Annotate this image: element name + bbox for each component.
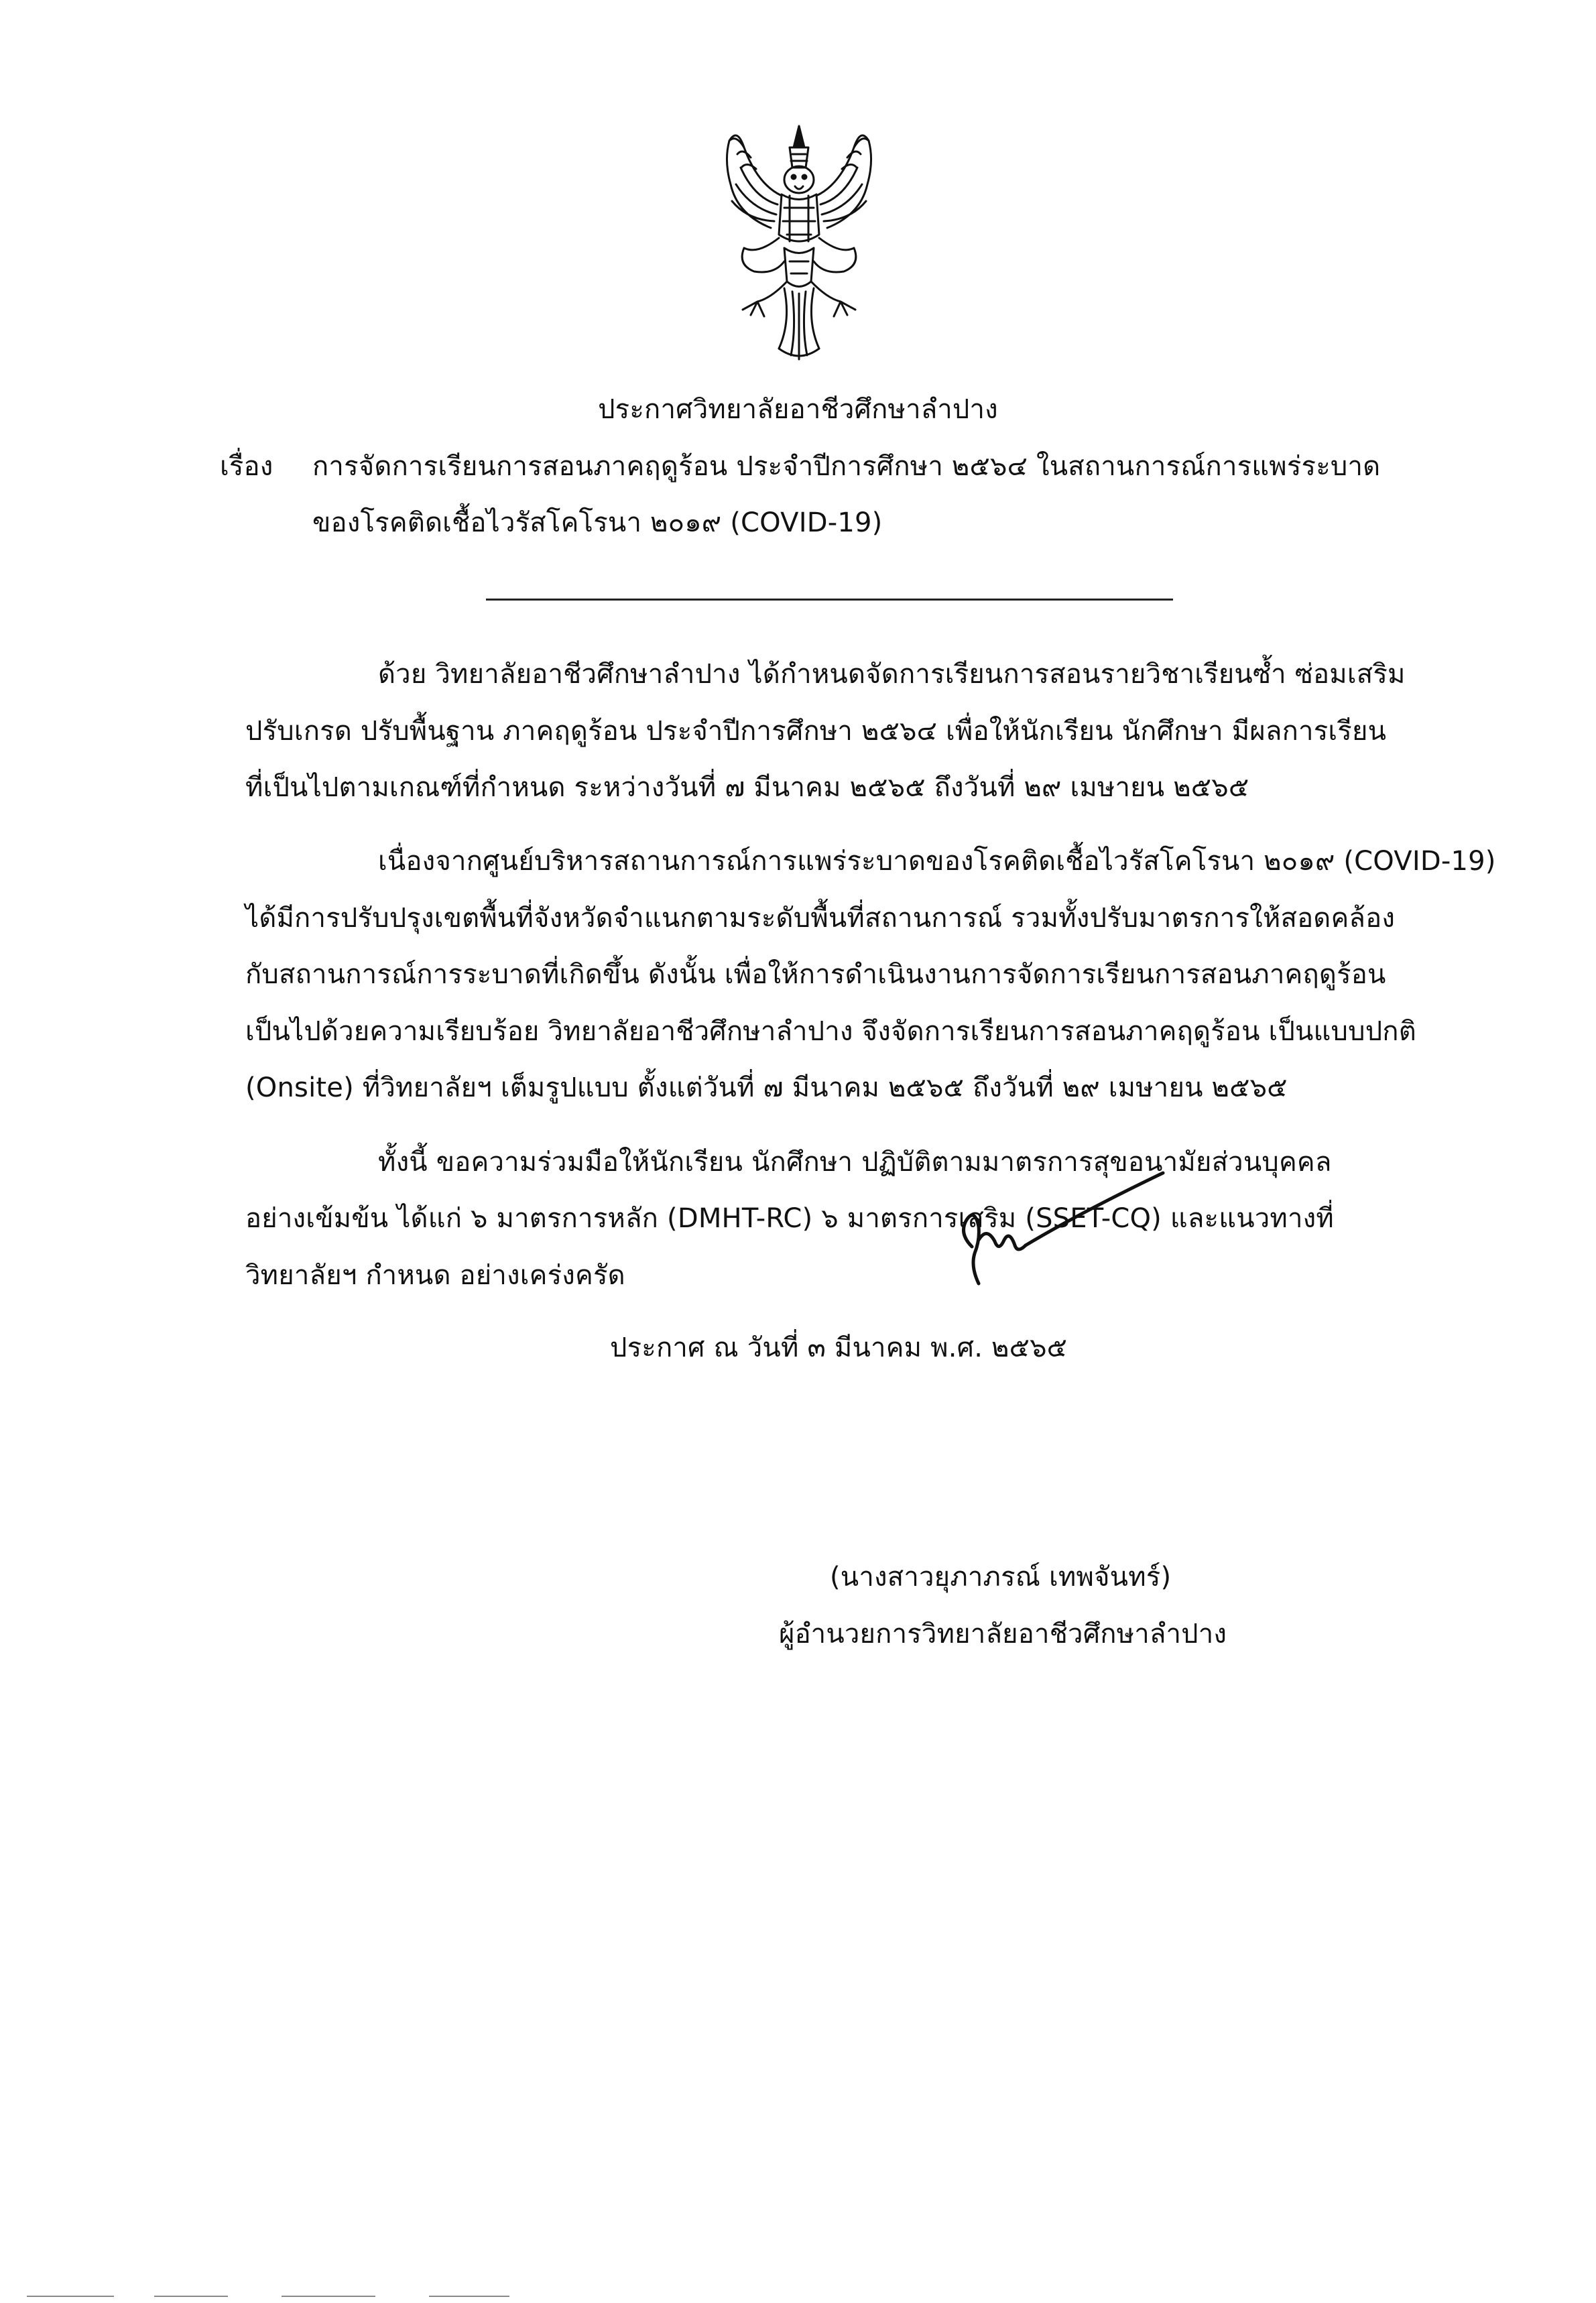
paragraph-3-line-2: อย่างเข้มข้น ได้แก่ ๖ มาตรการหลัก (DMHT-RC) ๖ มาตรการเสริม (SSET-CQ) และแนวทางที่	[245, 1203, 1334, 1234]
paragraph-2-line-5: (Onsite) ที่วิทยาลัยฯ เต็มรูปแบบ ตั้งแต่วันที่ ๗ มีนาคม ๒๕๖๕ ถึงวันที่ ๒๙ เมษายน ๒๕๖๕	[245, 1072, 1288, 1103]
subject-label: เรื่อง	[220, 451, 273, 482]
handwritten-signature	[932, 1166, 1173, 1294]
scan-edge-mark	[429, 2296, 509, 2297]
scan-edge-mark	[282, 2296, 375, 2297]
paragraph-2-line-4: เป็นไปด้วยความเรียบร้อย วิทยาลัยอาชีวศึกษาลำปาง จึงจัดการเรียนการสอนภาคฤดูร้อน เป็นแบบปกติ	[245, 1016, 1416, 1047]
signatory-name: (นางสาวยุภาภรณ์ เทพจันทร์)	[830, 1562, 1172, 1593]
announcement-title: ประกาศวิทยาลัยอาชีวศึกษาลำปาง	[598, 394, 998, 425]
scan-edge-mark	[27, 2296, 114, 2297]
paragraph-2-line-1: เนื่องจากศูนย์บริหารสถานการณ์การแพร่ระบาดของโรคติดเชื้อไวรัสโคโรนา ๒๐๑๙ (COVID-19)	[378, 846, 1496, 877]
garuda-emblem-icon	[717, 121, 881, 362]
scan-edge-mark	[154, 2296, 228, 2297]
signatory-position: ผู้อำนวยการวิทยาลัยอาชีวศึกษาลำปาง	[779, 1619, 1227, 1650]
title-separator	[486, 599, 1173, 601]
paragraph-3-line-1: ทั้งนี้ ขอความร่วมมือให้นักเรียน นักศึกษา ปฏิบัติตามมาตรการสุขอนามัยส่วนบุคคล	[378, 1147, 1332, 1178]
paragraph-1-line-2: ปรับเกรด ปรับพื้นฐาน ภาคฤดูร้อน ประจำปีการศึกษา ๒๕๖๔ เพื่อให้นักเรียน นักศึกษา มีผลการเรียน	[245, 716, 1387, 747]
paragraph-3-line-3: วิทยาลัยฯ กำหนด อย่างเคร่งครัด	[245, 1260, 625, 1291]
subject-line-1: การจัดการเรียนการสอนภาคฤดูร้อน ประจำปีการศึกษา ๒๕๖๔ ในสถานการณ์การแพร่ระบาด	[312, 451, 1381, 482]
paragraph-1-line-3: ที่เป็นไปตามเกณฑ์ที่กำหนด ระหว่างวันที่ ๗ มีนาคม ๒๕๖๕ ถึงวันที่ ๒๙ เมษายน ๒๕๖๕	[245, 772, 1249, 803]
paragraph-2-line-3: กับสถานการณ์การระบาดที่เกิดขึ้น ดังนั้น เพื่อให้การดำเนินงานการจัดการเรียนการสอนภาคฤดูร้อน	[245, 959, 1386, 990]
announcement-date: ประกาศ ณ วันที่ ๓ มีนาคม พ.ศ. ๒๕๖๕	[610, 1332, 1068, 1363]
subject-line-2: ของโรคติดเชื้อไวรัสโคโรนา ๒๐๑๙ (COVID-19)	[312, 507, 883, 538]
paragraph-2-line-2: ได้มีการปรับปรุงเขตพื้นที่จังหวัดจำแนกตามระดับพื้นที่สถานการณ์ รวมทั้งปรับมาตรการให้สอดคล้อง	[245, 903, 1396, 934]
paragraph-1-line-1: ด้วย วิทยาลัยอาชีวศึกษาลำปาง ได้กำหนดจัดการเรียนการสอนรายวิชาเรียนซ้ำ ซ่อมเสริม	[378, 659, 1406, 690]
